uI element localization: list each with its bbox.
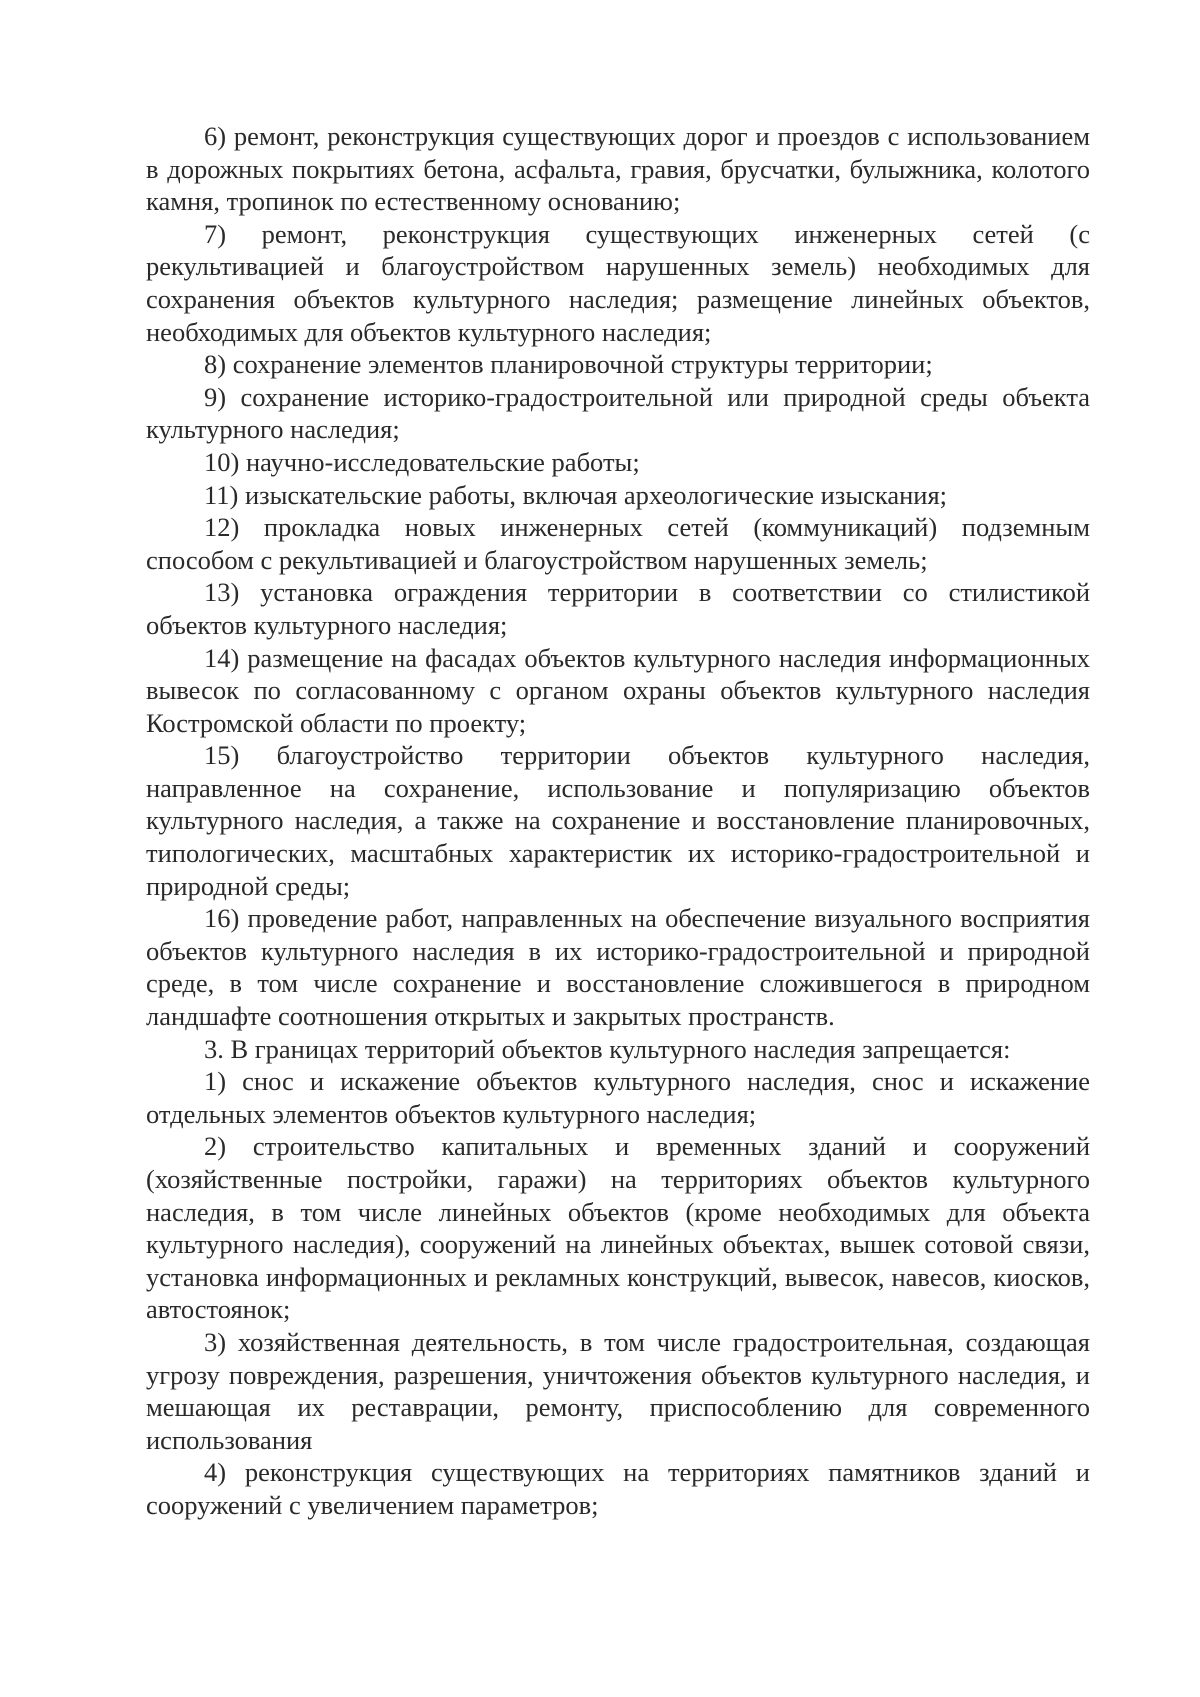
prohibited-item-4: 4) реконструкция существующих на территориях памятников зданий и сооружений с увеличением параметров; <box>146 1457 1090 1520</box>
list-item-8: 8) сохранение элементов планировочной структуры территории; <box>204 349 933 380</box>
list-item-10: 10) научно-исследовательские работы; <box>204 446 640 477</box>
prohibited-item-1: 1) снос и искажение объектов культурного наследия, снос и искажение отдельных элементов объектов культурного наследия; <box>146 1066 1090 1129</box>
list-item-13: 13) установка ограждения территории в соответствии со стилистикой объектов культурного наследия; <box>146 577 1090 640</box>
list-item-16: 16) проведение работ, направленных на обеспечение визуального восприятия объектов культурного наследия в их историко-градостроительной и природной среде, в том числе сохранение и восстановление сложившегося в природном ландшафте соотношения открытых и закрытых пространств. <box>146 903 1090 1032</box>
document-body <box>146 120 1090 1522</box>
list-item-9: 9) сохранение историко-градостроительной или природной среды объекта культурного наследия; <box>146 381 1090 445</box>
list-item-15: 15) благоустройство территории объектов культурного наследия, направленное на сохранение, использование и популяризацию объектов культурного наследия, а также на сохранение и восстановление планировочных, типологических, масштабных характеристик их историко-градостроительной и природной среды; <box>146 740 1090 901</box>
prohibited-item-3: 3) хозяйственная деятельность, в том числе градостроительная, создающая угрозу повреждения, разрешения, уничтожения объектов культурного наследия, и мешающая их реставрации, ремонту, приспособлению для современного использования <box>146 1326 1090 1455</box>
section-heading-3: 3. В границах территорий объектов культурного наследия запрещается: <box>204 1033 1011 1064</box>
list-item-12: 12) прокладка новых инженерных сетей (коммуникаций) подземным способом с рекультивацией и благоустройством нарушенных земель; <box>146 512 1090 575</box>
list-item-7: 7) ремонт, реконструкция существующих инженерных сетей (с рекультивацией и благоустройством нарушенных земель) необходимых для сохранения объектов культурного наследия; размещение линейных объектов, необходимых для объектов культурного наследия; <box>146 218 1090 347</box>
list-item-14: 14) размещение на фасадах объектов культурного наследия информационных вывесок по согласованному с органом охраны объектов культурного наследия Костромской области по проекту; <box>146 642 1090 738</box>
prohibited-item-2: 2) строительство капитальных и временных зданий и сооружений (хозяйственные постройки, гаражи) на территориях объектов культурного наследия, в том числе линейных объектов (кроме необходимых для объекта культурного наследия), сооружений на линейных объектах, вышек сотовой связи, установка информационных и рекламных конструкций, вывесок, навесов, киосков, автостоянок; <box>146 1131 1090 1325</box>
list-item-11: 11) изыскательские работы, включая археологические изыскания; <box>204 479 948 510</box>
list-item-6: 6) ремонт, реконструкция существующих дорог и проездов с использованием в дорожных покрытиях бетона, асфальта, гравия, брусчатки, булыжника, колотого камня, тропинок по естественному основанию; <box>146 121 1090 217</box>
